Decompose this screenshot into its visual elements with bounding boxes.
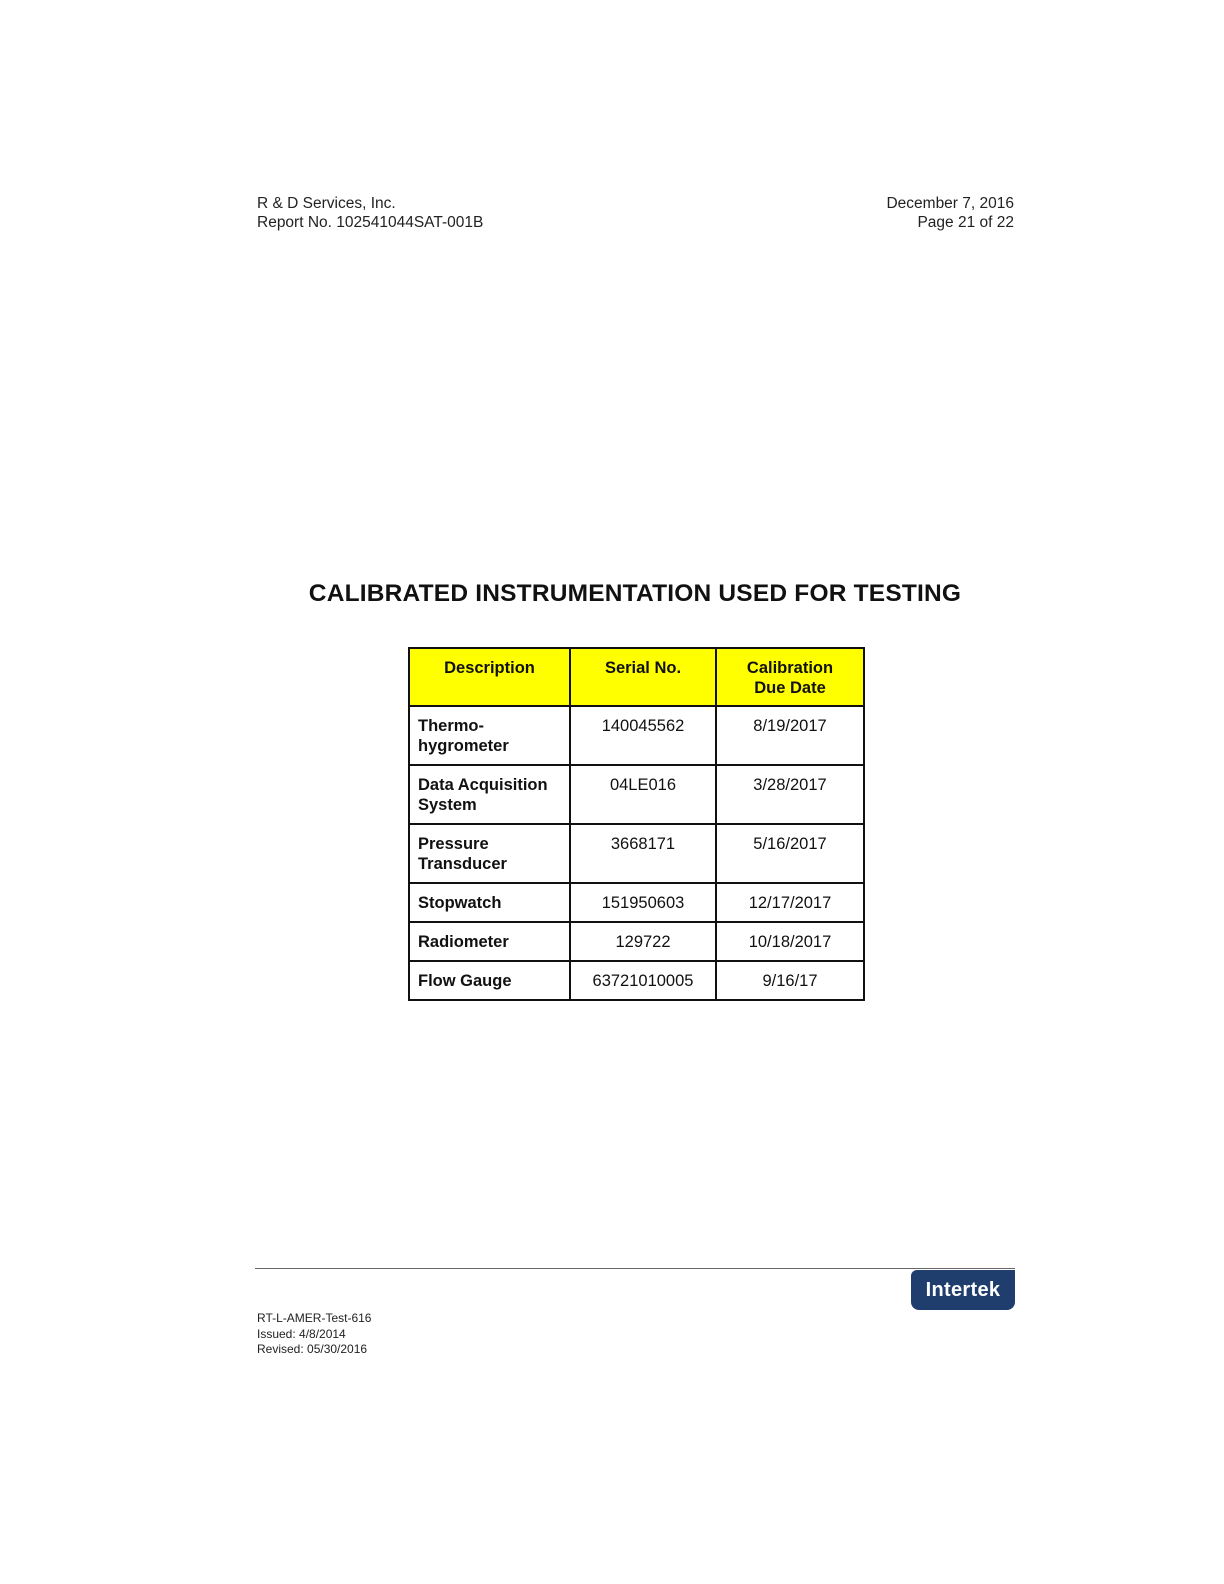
row-due-date: 3/28/2017 xyxy=(716,765,864,824)
column-header-description: Description xyxy=(409,648,570,706)
report-number: Report No. 102541044SAT-001B xyxy=(257,214,484,231)
revised-date: Revised: 05/30/2016 xyxy=(257,1342,368,1356)
row-description xyxy=(409,706,570,765)
row-serial: 151950603 xyxy=(570,883,716,922)
footer-form-info xyxy=(257,1311,371,1358)
column-header-calibration-due xyxy=(716,648,864,706)
calibration-header-text: Calibration Due Date xyxy=(746,659,834,697)
row-due-date: 5/16/2017 xyxy=(716,824,864,883)
table-row xyxy=(409,824,864,883)
table-row xyxy=(409,765,864,824)
description-text: Data Acquisition System xyxy=(418,776,548,814)
row-description: Flow Gauge xyxy=(409,961,570,1000)
description-text: Thermo-hygrometer xyxy=(418,717,509,755)
row-serial: 04LE016 xyxy=(570,765,716,824)
row-due-date: 9/16/17 xyxy=(716,961,864,1000)
row-description: Radiometer xyxy=(409,922,570,961)
row-serial: 3668171 xyxy=(570,824,716,883)
row-due-date: 8/19/2017 xyxy=(716,706,864,765)
footer-divider xyxy=(255,1268,1015,1269)
row-description: Stopwatch xyxy=(409,883,570,922)
column-header-serial: Serial No. xyxy=(570,648,716,706)
report-date: December 7, 2016 xyxy=(886,195,1014,212)
page-number: Page 21 of 22 xyxy=(917,214,1014,231)
header-left xyxy=(257,194,483,232)
table-row xyxy=(409,706,864,765)
company-name: R & D Services, Inc. xyxy=(257,195,396,212)
row-description xyxy=(409,765,570,824)
table-header-row xyxy=(409,648,864,706)
row-serial: 129722 xyxy=(570,922,716,961)
row-description xyxy=(409,824,570,883)
intertek-logo: Intertek xyxy=(911,1270,1015,1310)
page-title: CALIBRATED INSTRUMENTATION USED FOR TESTING xyxy=(308,580,962,607)
row-serial: 63721010005 xyxy=(570,961,716,1000)
row-serial: 140045562 xyxy=(570,706,716,765)
issued-date: Issued: 4/8/2014 xyxy=(257,1326,346,1341)
description-text: Pressure Transducer xyxy=(418,835,507,873)
row-due-date: 12/17/2017 xyxy=(716,883,864,922)
row-due-date: 10/18/2017 xyxy=(716,922,864,961)
form-id: RT-L-AMER-Test-616 xyxy=(257,1311,372,1325)
table-row xyxy=(409,883,864,922)
table-row xyxy=(409,961,864,1000)
header-right xyxy=(886,194,1014,232)
table-row xyxy=(409,922,864,961)
instrumentation-table xyxy=(408,647,865,1001)
